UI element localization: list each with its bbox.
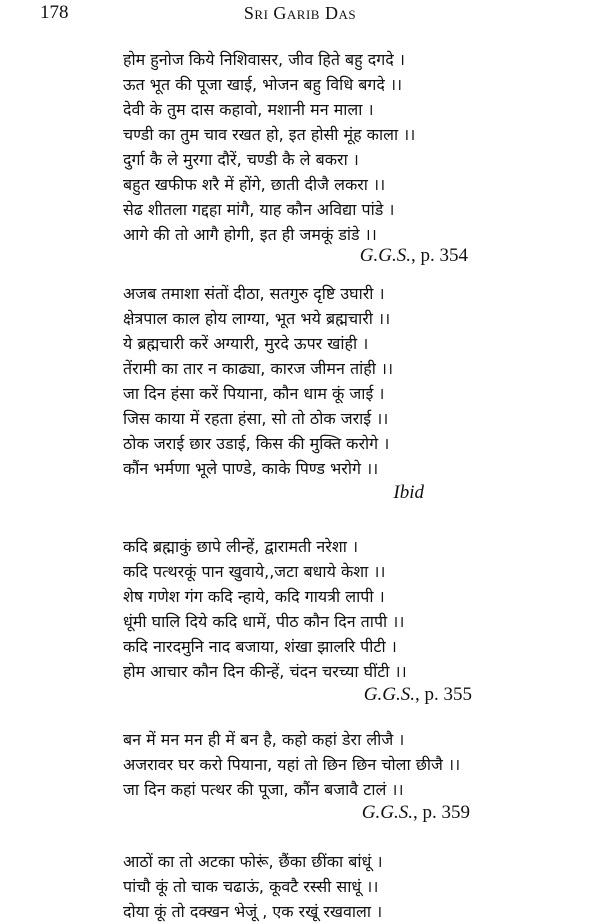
verse-line: बन में मन मन ही में बन है, कहो कहां डेरा लीजै । [123, 730, 405, 749]
verse-line: आगे की तो आगै होगी, इत ही जमकूं डांडे ।। [123, 225, 377, 244]
stanza-1 [123, 47, 483, 247]
verse-line: कदि नारदमुनि नाद बजाया, शंखा झालरि पीटी । [123, 637, 397, 656]
verse-line: चण्डी का तुम चाव रखत हो, इत होसी मूंह काला ।। [123, 125, 416, 144]
stanza-4 [123, 727, 483, 802]
page-number: 178 [40, 2, 69, 23]
stanza-3 [123, 534, 483, 684]
citation-source: G.G.S. [361, 802, 413, 823]
verse-line: जा दिन हंसा करें पियाना, कौन धाम कूं जाई । [123, 384, 385, 403]
verse-line: जा दिन कहां पत्थर की पूजा, कौंन बजावै टालं ।। [123, 780, 404, 799]
verse-line: तेंरामी का तार न काढ्या, कारज जीमन तांही ।। [123, 359, 394, 378]
verse-line: धूंमी घालि दिये कदि धामें, पीठ कौन दिन तापी ।। [123, 612, 405, 631]
verse-line: बहुत खफीफ शरै में होंगे, छाती दीजै लकरा ।। [123, 175, 386, 194]
verse-line: होम हुनोज किये निशिवासर, जीव हिते बहु दगदे । [123, 50, 405, 69]
verse-line: देवी के तुम दास कहावो, मशानी मन माला । [123, 100, 374, 119]
citation-source: G.G.S. [363, 684, 415, 705]
citation-page: , p. 355 [415, 684, 472, 705]
verse-line: ठोक जराई छार उडाई, किस की मुक्ति करोगे । [123, 434, 390, 453]
citation [393, 482, 424, 504]
stanza-2 [123, 281, 483, 481]
verse-line: कदि ब्रह्माकुं छापे लीन्हें, द्वारामती नरेशा । [123, 537, 359, 556]
citation-page: , p. 354 [411, 245, 468, 266]
verse-line: ये ब्रह्मचारी करें अग्यारी, मुरदे ऊपर खांही । [123, 334, 369, 353]
verse-line: पांचौ कूं तो चाक चढाऊं, कूवटै रस्सी साधूं ।। [123, 877, 379, 896]
verse-line: दोया कूं तो दक्खन भेजूं , एक रखूं रखवाला । [123, 902, 383, 921]
citation [362, 802, 470, 824]
citation-source: Ibid [393, 482, 424, 503]
verse-line: दुर्गा कै ले मुरगा दौरें, चण्डी कै ले बकरा । [123, 150, 359, 169]
verse-line: अजब तमाशा संतों दीठा, सतगुरु दृष्टि उघारी । [123, 284, 385, 303]
verse-line: अजरावर घर करो पियाना, यहां तो छिन छिन चोला छीजै ।। [123, 755, 461, 774]
verse-line: जिस काया में रहता हंसा, सो तो ठोक जराई ।। [123, 409, 389, 428]
stanza-5 [123, 849, 483, 924]
verse-line: ऊत भूत की पूजा खाई, भोजन बहु विधि बगदे ।। [123, 75, 403, 94]
citation [360, 245, 468, 267]
verse-line: कौंन भर्मणा भूले पाण्डे, काके पिण्ड भरोगे ।। [123, 459, 379, 478]
verse-line: कदि पत्थरकूं पान खुवाये,,जटा बधाये केशा ।। [123, 562, 386, 581]
verse-line: शेष गणेश गंग कदि न्हाये, कदि गायत्री लापी । [123, 587, 385, 606]
verse-line: सेढ शीतला गद्दहा मांगै, याह कौन अविद्या पांडे । [123, 200, 395, 219]
citation-page: , p. 359 [413, 802, 470, 823]
citation-source: G.G.S. [359, 245, 411, 266]
citation [364, 684, 472, 706]
verse-line: आठों का तो अटका फोरूं, छैंका छींका बांधूं । [123, 852, 383, 871]
running-title: Sri Garib Das [243, 3, 357, 23]
verse-line: क्षेत्रपाल काल होय लाग्या, भूत भये ब्रह्मचारी ।। [123, 309, 391, 328]
verse-line: होम आचार कौन दिन कीन्हें, चंदन चरच्या घींटी ।। [123, 662, 407, 681]
